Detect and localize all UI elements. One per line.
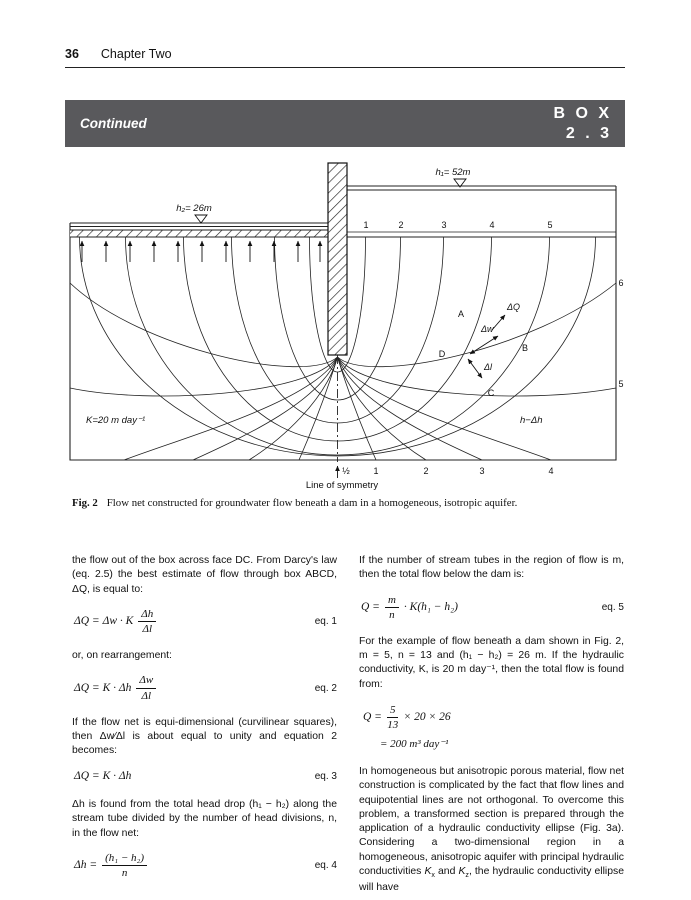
h1-label: h₁= 52m — [435, 167, 471, 178]
calc-rhs: × 20 × 26 — [403, 711, 451, 724]
figure-caption-text: Flow net constructed for groundwater flow beneath a dam in a homogeneous, isotropic aquifer. — [106, 497, 518, 509]
fraction: $\frac{5}{13}$ — [387, 703, 399, 732]
delta-l-label: Δl — [484, 362, 493, 372]
corner-b-label: B — [521, 343, 529, 353]
paragraph: For the example of flow beneath a dam shown in Fig. 2, m = 5, n = 13 and (h₁ − h₂) = 26 m. If the hydraulic conductivity, K, is 20 m day⁻¹, then the total flow is found from: — [359, 635, 624, 690]
corner-d-label: D — [438, 349, 446, 359]
streamline-tick: 4 — [489, 220, 495, 230]
paragraph: If the flow net is equi-dimensional (curvilinear squares), then Δw∕Δl is about equal to unity and equation 2 becomes: — [72, 716, 337, 757]
upstream-water-surface — [347, 186, 616, 237]
paragraph: In homogeneous but anisotropic porous material, flow net construction is complicated by the fact that flow lines and equipotential lines are not orthogonal. To overcome this problem, a transformed section is prepared through the application of a hydraulic conductivity ellipse (Fig. 3a). Considering a two-dimensional region in a homogeneous, anisotropic aquifer with principal hydraulic conductivities $K_x$ and $K_z$, the hydraulic conductivity ellipse will have — [359, 766, 624, 893]
dam-cutoff-wall — [328, 163, 347, 355]
equation-tag: eq. 2 — [314, 682, 337, 694]
equation-lhs: Δh = — [74, 859, 98, 872]
equipotential-tick: 4 — [548, 466, 554, 476]
kx-symbol: K — [424, 865, 432, 877]
box-number-label — [553, 104, 612, 142]
header-rule — [65, 67, 625, 68]
calc-lhs: Q = — [363, 711, 382, 724]
equation-1 — [74, 608, 337, 636]
chapter-title: Chapter Two — [100, 47, 172, 61]
equation-lhs: ΔQ = Δw · K — [74, 615, 134, 628]
equation-5 — [361, 594, 624, 622]
kz-symbol: K — [458, 865, 466, 877]
streamline-tick: 2 — [398, 220, 404, 230]
equipotential-tick: 1 — [373, 466, 379, 476]
downstream-ground-band — [70, 230, 328, 237]
seepage-exit-arrows — [82, 241, 320, 262]
continued-label: Continued — [80, 116, 147, 131]
downstream-water-surface — [70, 223, 328, 227]
figure-caption-label: Fig. 2 — [72, 497, 98, 509]
equipotential-tick: 3 — [479, 466, 485, 476]
fraction: $\frac{\Delta w}{\Delta l}$ — [136, 674, 156, 702]
paragraph: or, on rearrangement: — [72, 650, 172, 662]
equipotential-tick: 5 — [618, 379, 624, 389]
paragraph: Δh is found from the total head drop (h₁ − h₂) along the stream tube divided by the number of head divisions, n, in the flow net: — [72, 799, 337, 839]
streamline-tick: 3 — [441, 220, 447, 230]
fraction: $\frac{\Delta h}{\Delta l}$ — [138, 608, 156, 636]
calc-result: = 200 m³ day⁻¹ — [380, 738, 449, 751]
box-header-bar — [65, 100, 625, 147]
corner-c-label: C — [487, 388, 495, 398]
water-level-icon — [195, 215, 207, 223]
streamline-tick: 1 — [363, 220, 369, 230]
equipotential-tick: 2 — [423, 466, 429, 476]
delta-w-label: Δw — [481, 324, 494, 334]
paragraph: the flow out of the box across face DC. From Darcy's law (eq. 2.5) the best estimate of flow through box ABCD, ΔQ, is equal to: — [72, 555, 337, 595]
fraction: $\frac{m}{n}$ — [385, 594, 399, 622]
box-number: 2 . 3 — [565, 124, 612, 142]
equipotential-tick: 6 — [618, 278, 624, 288]
figure-2 — [64, 150, 626, 500]
flow-net-diagram — [64, 150, 626, 495]
line-of-symmetry-label: Line of symmetry — [305, 480, 379, 491]
equation-tag: eq. 4 — [314, 860, 337, 872]
page-number: 36 — [65, 47, 79, 61]
figure-caption — [72, 497, 622, 509]
fraction: $\frac{\text{(h₁ − h₂)}}{n}$ — [102, 852, 147, 880]
worked-calculation — [363, 704, 624, 752]
h2-label: h₂= 26m — [176, 203, 212, 214]
corner-a-label: A — [457, 309, 465, 319]
equation-lhs: Q = — [361, 600, 380, 613]
equation-4 — [74, 852, 337, 880]
equation-tag: eq. 5 — [601, 601, 624, 613]
equation-rhs: · K(h₁ − h₂) — [403, 600, 458, 613]
paragraph: If the number of stream tubes in the region of flow is m, then the total flow below the dam is: — [359, 555, 624, 581]
equipotential-tick: ½ — [342, 466, 350, 476]
right-column — [359, 554, 624, 900]
equation-text: ΔQ = K · Δh — [74, 770, 132, 783]
head-loss-label: h−Δh — [520, 415, 543, 426]
streamline-tick: 5 — [547, 220, 553, 230]
box-word: B O X — [553, 105, 612, 123]
page-header — [65, 47, 625, 61]
equation-lhs: ΔQ = K · Δh — [74, 681, 132, 694]
delta-q-label: ΔQ — [507, 302, 521, 312]
equation-tag: eq. 3 — [314, 771, 337, 783]
equation-2 — [74, 674, 337, 702]
equation-3 — [74, 769, 337, 785]
body-columns — [72, 554, 624, 900]
left-column — [72, 554, 337, 900]
equation-tag: eq. 1 — [314, 616, 337, 628]
hydraulic-conductivity-label: K=20 m day⁻¹ — [86, 415, 146, 426]
